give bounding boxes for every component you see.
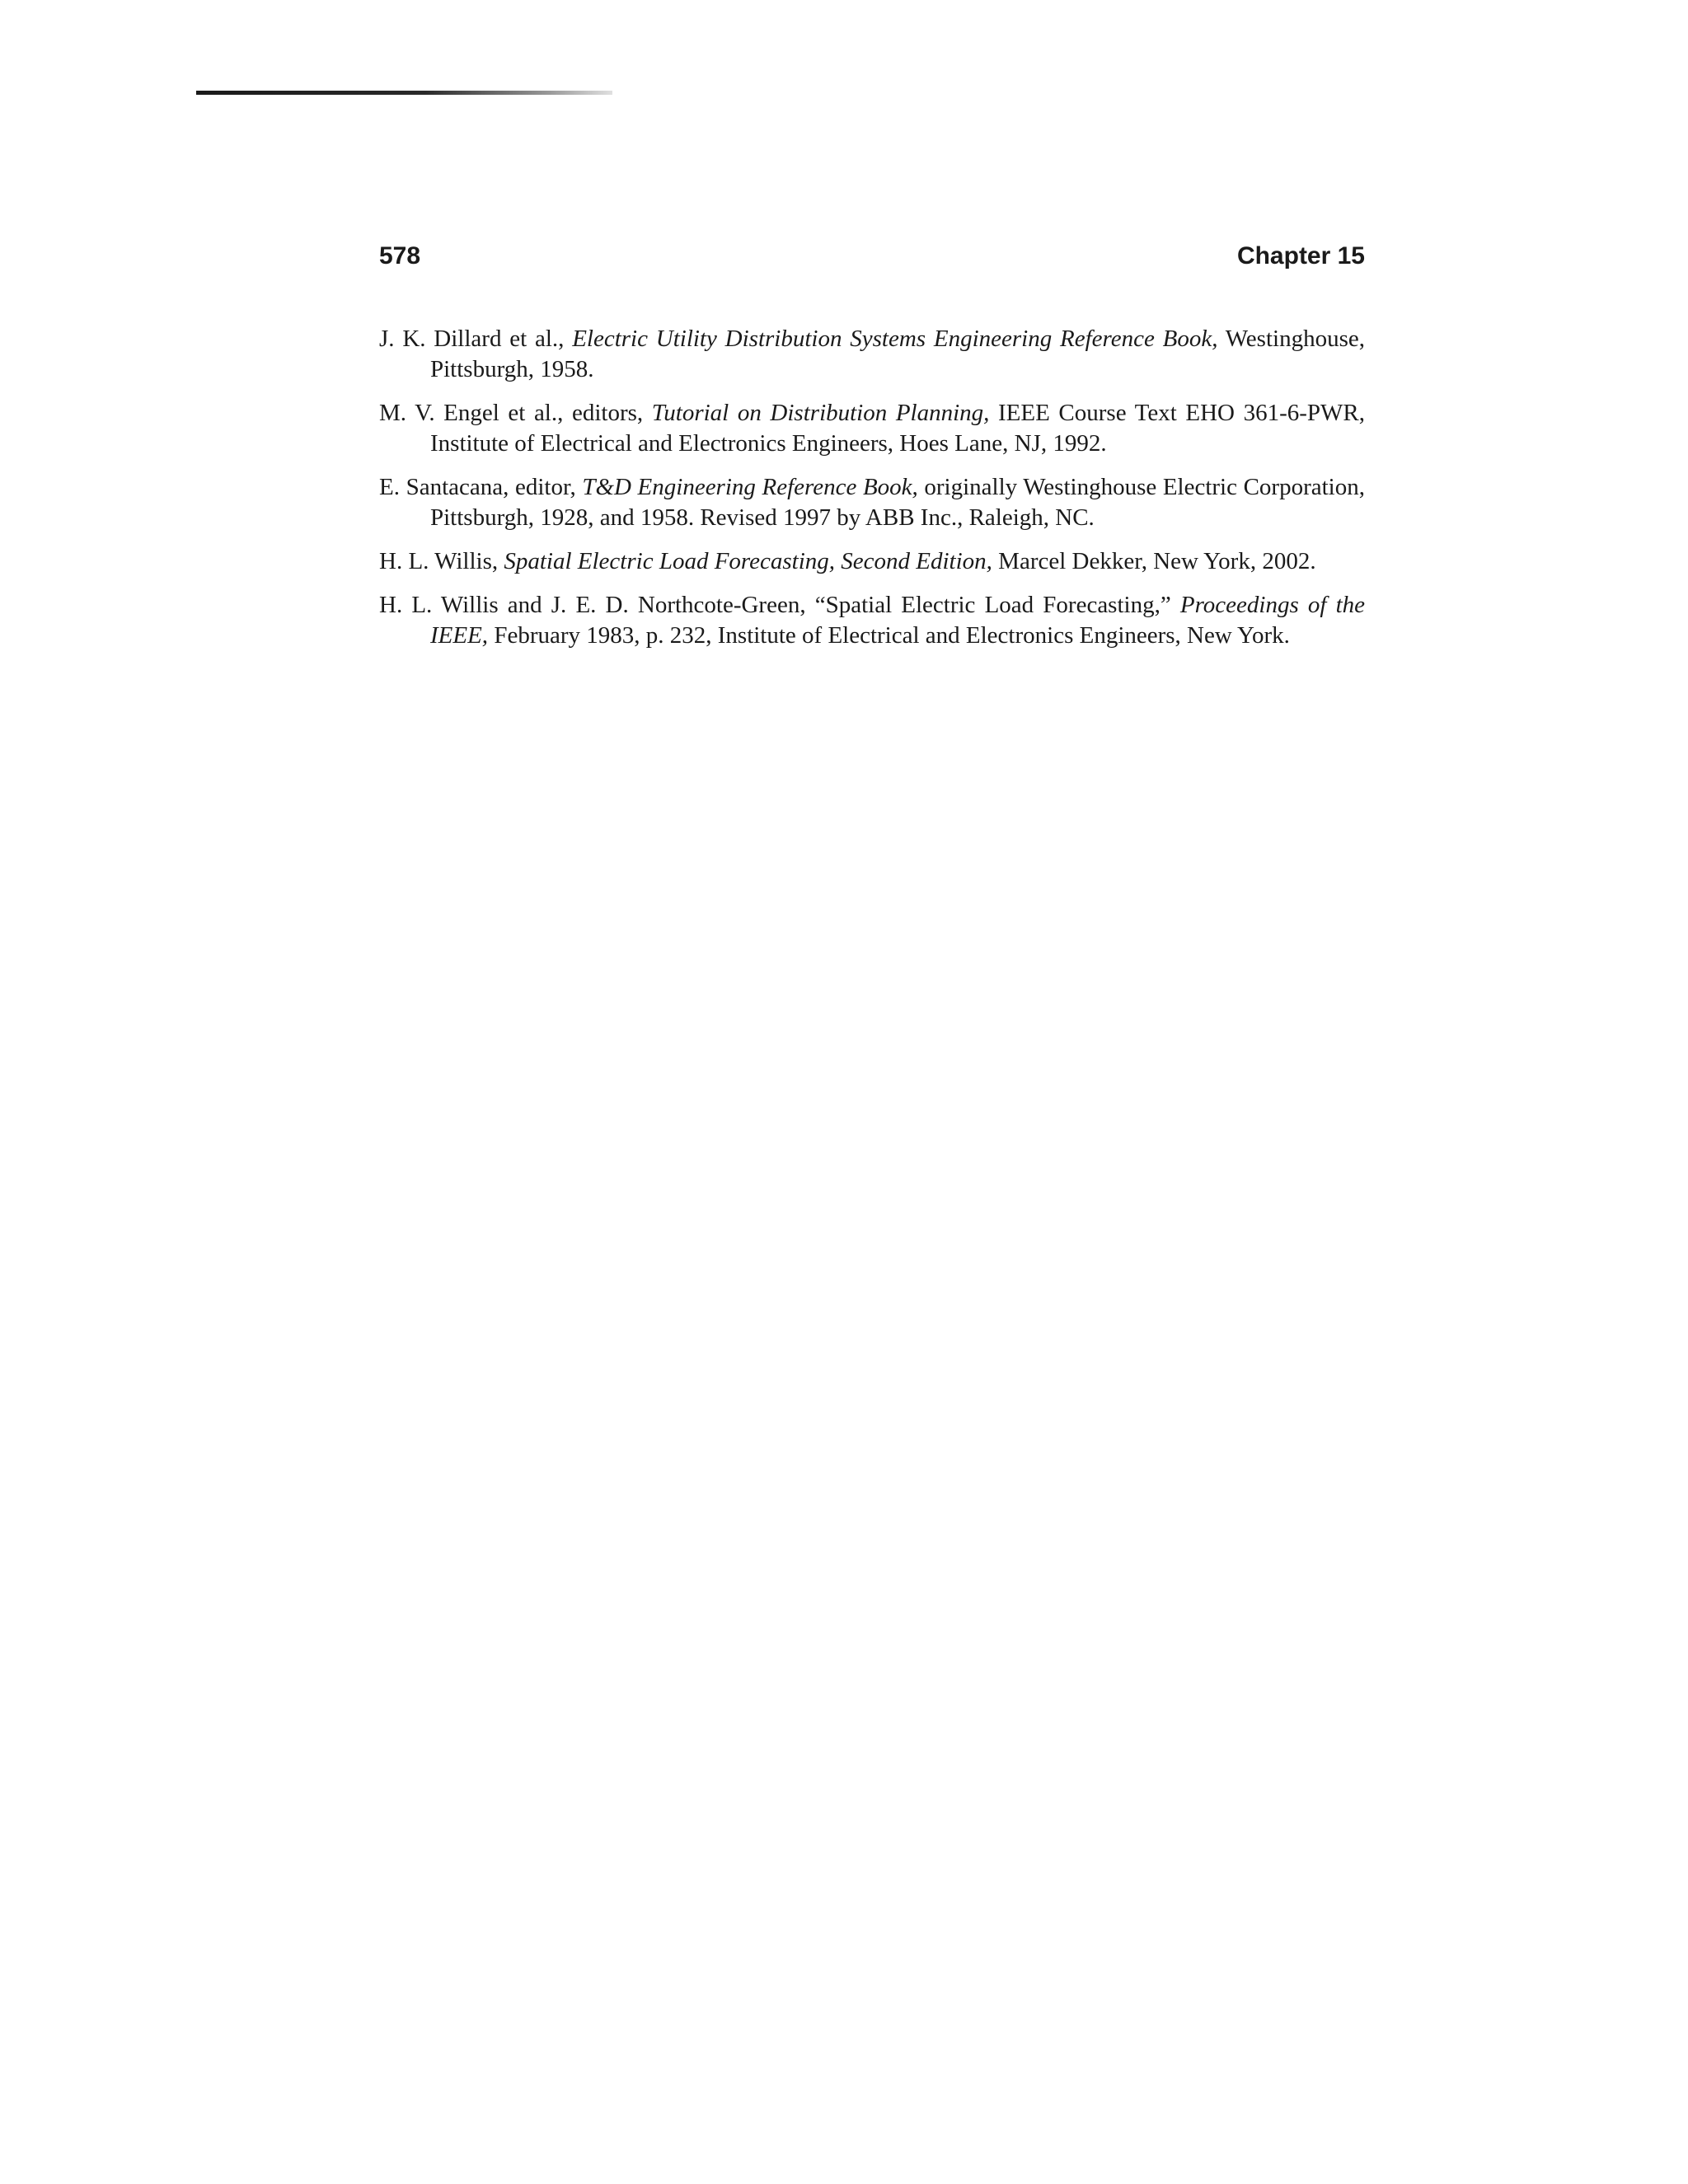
reference-publisher: originally Westinghouse Electric Corporation, Pittsburgh, 1928, and 1958. Revised 1997 by ABB Inc., Raleigh, NC. xyxy=(430,474,1365,531)
reference-publisher: IEEE Course Text EHO 361-6-PWR, Institute of Electrical and Electronics Engineers, Hoes Lane, NJ, 1992. xyxy=(430,400,1365,457)
reference-authors: H. L. Willis and J. E. D. Northcote-Green, “Spatial Electric Load Forecasting,” xyxy=(379,592,1180,618)
reference-authors: H. L. Willis, xyxy=(379,548,504,574)
reference-publisher: February 1983, p. 232, Institute of Electrical and Electronics Engineers, New York. xyxy=(488,622,1290,649)
reference-item xyxy=(379,472,1365,533)
top-rule xyxy=(196,91,612,95)
reference-title: Tutorial on Distribution Planning, xyxy=(651,400,990,426)
reference-list xyxy=(379,324,1365,664)
reference-item xyxy=(379,324,1365,385)
reference-title: Proceedings of the IEEE, xyxy=(430,592,1365,649)
reference-authors: E. Santacana, editor, xyxy=(379,474,583,500)
reference-item xyxy=(379,590,1365,651)
reference-publisher: Westinghouse, Pittsburgh, 1958. xyxy=(430,326,1365,382)
chapter-title: Chapter 15 xyxy=(1236,242,1365,269)
running-head xyxy=(379,241,1365,271)
reference-item xyxy=(379,546,1365,577)
reference-authors: J. K. Dillard et al., xyxy=(379,326,573,352)
reference-authors: M. V. Engel et al., editors, xyxy=(379,400,652,426)
reference-title: Electric Utility Distribution Systems Engineering Reference Book, xyxy=(572,326,1218,352)
page-number: 578 xyxy=(379,242,421,269)
reference-item xyxy=(379,398,1365,459)
reference-title: Spatial Electric Load Forecasting, Second Edition, xyxy=(504,548,992,574)
reference-publisher: Marcel Dekker, New York, 2002. xyxy=(992,548,1316,574)
reference-title: T&D Engineering Reference Book, xyxy=(582,474,918,500)
